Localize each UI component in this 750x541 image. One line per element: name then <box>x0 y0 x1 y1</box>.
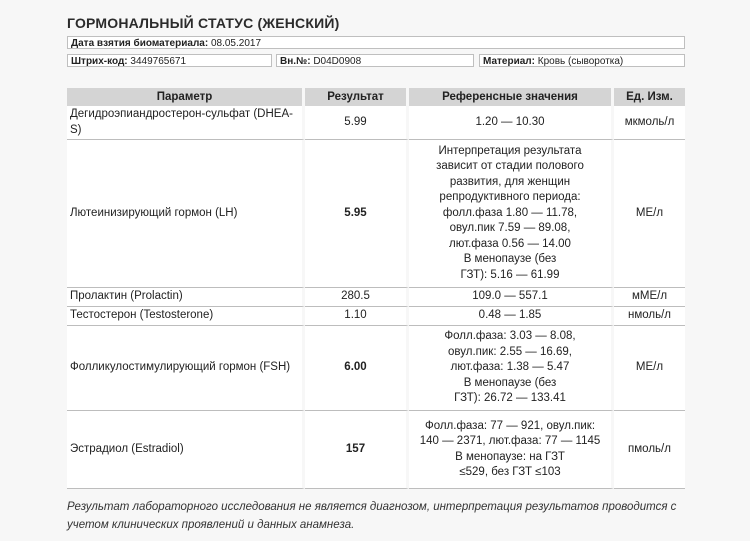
results-table <box>67 88 685 489</box>
header-reference: Референсные значения <box>409 88 614 106</box>
table-row <box>67 326 685 411</box>
unit-cell: мМЕ/л <box>614 288 685 307</box>
unit-cell: нмоль/л <box>614 307 685 326</box>
reference-line: овул.пик: 2.55 — 16.69, <box>448 345 572 358</box>
reference-cell <box>409 326 614 411</box>
result-cell: 1.10 <box>305 307 409 326</box>
internal-number-label: Вн.№: <box>280 56 311 67</box>
reference-cell <box>409 106 614 140</box>
reference-cell <box>409 140 614 288</box>
reference-line: ГЗТ): 5.16 — 61.99 <box>460 268 560 281</box>
reference-line: лют.фаза 0.56 — 14.00 <box>449 237 571 250</box>
reference-line: Фолл.фаза: 77 — 921, овул.пик: <box>424 419 596 432</box>
internal-number-value: D04D0908 <box>313 56 362 67</box>
collection-date-field <box>67 36 685 49</box>
parameter-cell: Лютеинизирующий гормон (LH) <box>67 140 305 288</box>
unit-cell: мкмоль/л <box>614 106 685 140</box>
material-value: Кровь (сыворотка) <box>537 56 624 67</box>
parameter-cell: Дегидроэпиандростерон-сульфат (DHEA-S) <box>67 106 305 140</box>
report-title: ГОРМОНАЛЬНЫЙ СТАТУС (ЖЕНСКИЙ) <box>67 15 340 31</box>
unit-cell: пмоль/л <box>614 411 685 489</box>
reference-line: развития, для женщин <box>449 175 571 188</box>
parameter-cell: Тестостерон (Testosterone) <box>67 307 305 326</box>
unit-cell: МЕ/л <box>614 326 685 411</box>
result-cell: 5.99 <box>305 106 409 140</box>
reference-cell <box>409 307 614 326</box>
reference-line: овул.пик 7.59 — 89.08, <box>449 222 571 235</box>
reference-line: Интерпретация результата <box>438 144 582 157</box>
barcode-label: Штрих-код: <box>71 56 128 67</box>
result-cell: 280.5 <box>305 288 409 307</box>
reference-line: 109.0 — 557.1 <box>472 290 548 303</box>
table-row <box>67 106 685 140</box>
reference-line: зависит от стадии полового <box>436 160 584 173</box>
barcode-field <box>67 54 272 67</box>
internal-number-field <box>276 54 474 67</box>
table-row <box>67 140 685 288</box>
reference-line: ≤529, без ГЗТ ≤103 <box>459 466 561 478</box>
disclaimer-note: Результат лабораторного исследования не является диагнозом, интерпретация результатов проводится с учетом клинических проявлений и данных анамнеза. <box>67 501 677 531</box>
reference-line: В менопаузе (без <box>463 253 557 266</box>
header-result: Результат <box>305 88 409 106</box>
parameter-cell: Эстрадиол (Estradiol) <box>67 411 305 489</box>
collection-date-value: 08.05.2017 <box>210 38 262 49</box>
table-row <box>67 288 685 307</box>
barcode-value: 3449765671 <box>130 56 187 67</box>
header-unit: Ед. Изм. <box>614 88 685 106</box>
result-cell: 157 <box>305 411 409 489</box>
reference-line: 140 — 2371, лют.фаза: 77 — 1145 <box>419 435 601 447</box>
reference-line: В менопаузе: на ГЗТ <box>455 450 565 463</box>
reference-line: лют.фаза: 1.38 — 5.47 <box>450 361 570 374</box>
parameter-cell: Фолликулостимулирующий гормон (FSH) <box>67 326 305 411</box>
material-label: Материал: <box>483 56 535 67</box>
unit-cell: МЕ/л <box>614 140 685 288</box>
result-cell: 6.00 <box>305 326 409 411</box>
reference-cell <box>409 288 614 307</box>
table-header-row <box>67 88 685 106</box>
table-row <box>67 411 685 489</box>
reference-line: Фолл.фаза: 3.03 — 8.08, <box>444 330 576 343</box>
reference-cell <box>409 411 614 489</box>
reference-line: 1.20 — 10.30 <box>475 115 545 128</box>
reference-line: репродуктивного периода: <box>439 191 581 204</box>
collection-date-label: Дата взятия биоматериала: <box>71 38 209 49</box>
result-cell: 5.95 <box>305 140 409 288</box>
parameter-cell: Пролактин (Prolactin) <box>67 288 305 307</box>
material-field <box>479 54 685 67</box>
header-parameter: Параметр <box>67 88 305 106</box>
reference-line: фолл.фаза 1.80 — 11.78, <box>442 206 578 219</box>
reference-line: 0.48 — 1.85 <box>478 309 542 322</box>
reference-line: ГЗТ): 26.72 — 133.41 <box>454 392 566 405</box>
reference-line: В менопаузе (без <box>463 376 557 389</box>
table-row <box>67 307 685 326</box>
